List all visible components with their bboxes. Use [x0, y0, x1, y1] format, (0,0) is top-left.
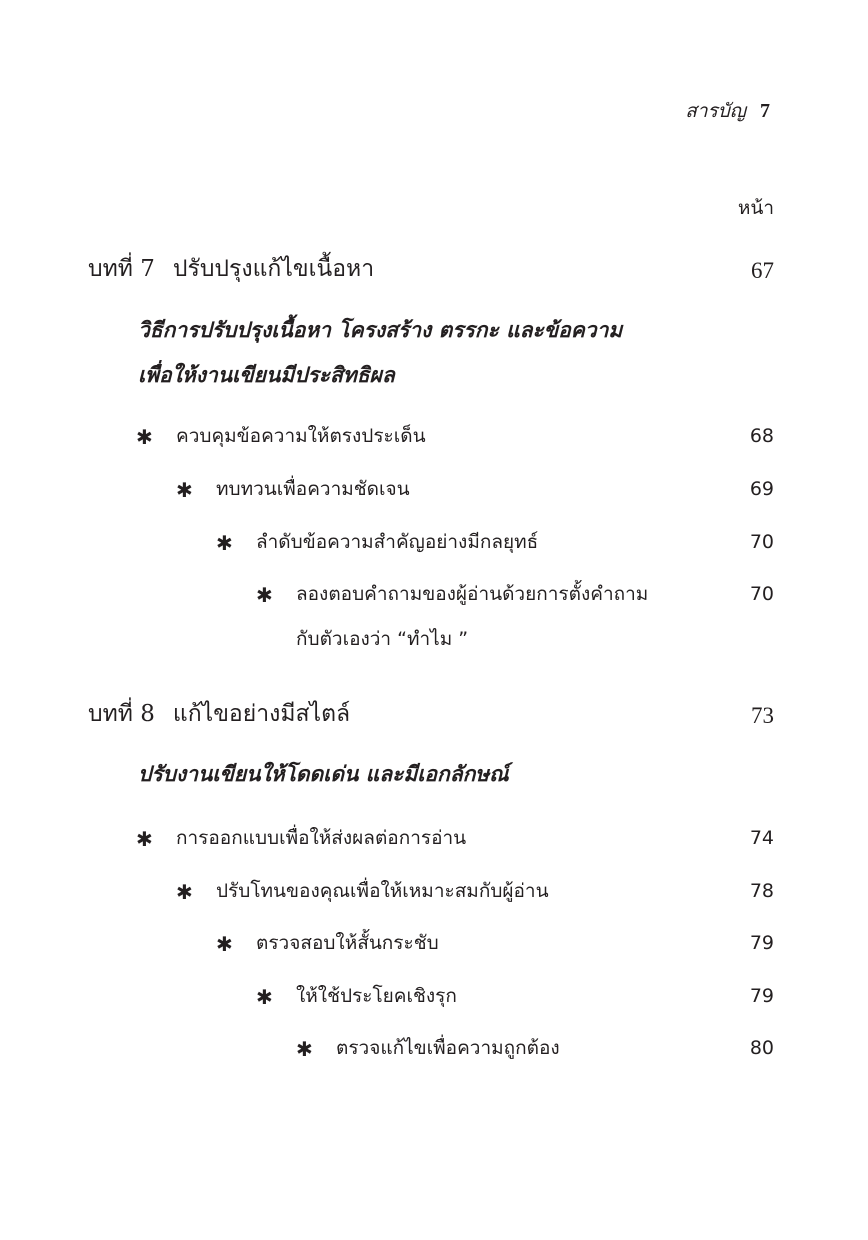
toc-item[interactable]: ควบคุมข้อความให้ตรงประเด็น	[176, 425, 426, 447]
asterisk-icon: ✱	[256, 985, 273, 1009]
asterisk-icon: ✱	[216, 531, 233, 555]
asterisk-icon: ✱	[256, 583, 273, 607]
chapter-label: บทที่ 8	[88, 701, 155, 727]
toc-item[interactable]: ลำดับข้อความสำคัญอย่างมีกลยุทธ์	[256, 531, 539, 553]
toc-item[interactable]: การออกแบบเพื่อให้ส่งผลต่อการอ่าน	[176, 827, 467, 849]
asterisk-icon: ✱	[136, 425, 153, 449]
asterisk-icon: ✱	[176, 478, 193, 502]
chapter-subtitle: วิธีการปรับปรุงเนื้อหา โครงสร้าง ตรรกะ และข้อความ	[138, 318, 623, 342]
chapter-title: แก้ไขอย่างมีสไตล์	[172, 701, 351, 727]
chapter-page: 73	[751, 703, 774, 728]
running-header	[685, 101, 770, 121]
toc-item-page: 79	[749, 985, 774, 1007]
page-number: 7	[760, 100, 770, 122]
chapter-page: 67	[751, 258, 774, 283]
toc-item-page: 68	[749, 425, 774, 447]
chapter-subtitle: เพื่อให้งานเขียนมีประสิทธิผล	[138, 363, 395, 387]
asterisk-icon: ✱	[136, 827, 153, 851]
toc-item[interactable]: ลองตอบคำถามของผู้อ่านด้วยการตั้งคำถาม	[296, 583, 649, 605]
asterisk-icon: ✱	[176, 880, 193, 904]
chapter-heading[interactable]	[88, 703, 350, 726]
toc-item-page: 69	[749, 478, 774, 500]
toc-item-page: 70	[749, 531, 774, 553]
page-column-label: หน้า	[737, 197, 774, 219]
toc-item-page: 79	[749, 932, 774, 954]
chapter-label: บทที่ 7	[88, 256, 155, 282]
chapter-heading[interactable]	[88, 258, 374, 281]
toc-item-page: 74	[749, 827, 774, 849]
toc-item[interactable]: ตรวจสอบให้สั้นกระชับ	[256, 932, 439, 954]
toc-item[interactable]: ตรวจแก้ไขเพื่อความถูกต้อง	[336, 1037, 560, 1059]
chapter-title: ปรับปรุงแก้ไขเนื้อหา	[172, 256, 375, 282]
toc-item[interactable]: ทบทวนเพื่อความชัดเจน	[216, 478, 410, 500]
toc-item[interactable]: ให้ใช้ประโยคเชิงรุก	[296, 985, 457, 1007]
toc-item-continuation[interactable]: กับตัวเองว่า “ทำไม ”	[296, 628, 469, 650]
asterisk-icon: ✱	[216, 932, 233, 956]
toc-item-page: 80	[749, 1037, 774, 1059]
toc-item[interactable]: ปรับโทนของคุณเพื่อให้เหมาะสมกับผู้อ่าน	[216, 880, 549, 902]
section-title: สารบัญ	[685, 100, 746, 122]
toc-item-page: 78	[749, 880, 774, 902]
chapter-subtitle: ปรับงานเขียนให้โดดเด่น และมีเอกลักษณ์	[138, 762, 509, 786]
asterisk-icon: ✱	[296, 1037, 313, 1061]
toc-item-page: 70	[749, 583, 774, 605]
